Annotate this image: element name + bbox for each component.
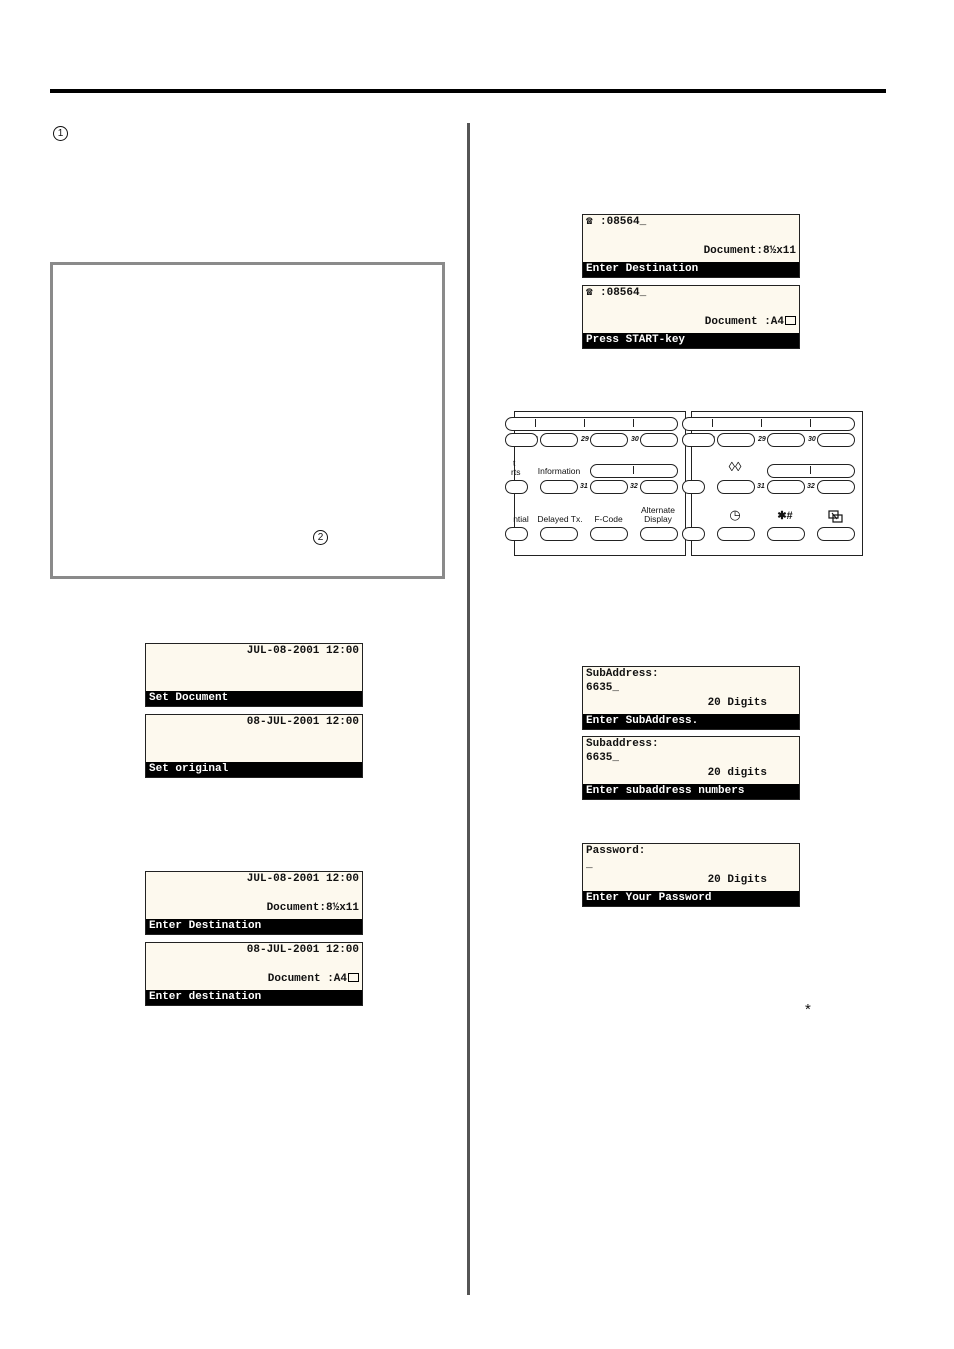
one-touch-key-wide[interactable] — [590, 464, 678, 478]
lcd-datetime: JUL-08-2001 12:00 — [246, 645, 359, 657]
display-switch-key[interactable] — [817, 527, 855, 541]
lcd-set-original — [145, 714, 363, 778]
alternate-display-label: Display — [644, 514, 672, 524]
key-divider — [633, 419, 634, 427]
lcd-set-document — [145, 643, 363, 707]
lcd-subaddress-label: SubAddress: — [586, 668, 659, 680]
key-number: 29 — [581, 436, 589, 443]
lcd-message-bar: Enter Destination — [146, 919, 362, 934]
phone-icon: ☎ — [586, 287, 593, 299]
key-label-partial: rts — [511, 467, 521, 477]
key-number: 30 — [631, 436, 639, 443]
asterisk-symbol: * — [805, 1001, 811, 1018]
lcd-message-bar: Enter Destination — [583, 262, 799, 277]
one-touch-key-row[interactable] — [682, 417, 855, 431]
key-divider — [535, 419, 536, 427]
key-number: 31 — [757, 483, 765, 490]
key-label-partial: t — [513, 458, 516, 468]
lcd-subaddress-value: 6635_ — [586, 752, 620, 764]
lcd-subaddress-value: 6635_ — [586, 682, 620, 694]
lcd-digit-limit: 20 Digits — [707, 697, 767, 709]
lcd-message-bar: Press START-key — [583, 333, 799, 348]
key-divider — [810, 419, 811, 427]
key-number: 32 — [807, 483, 815, 490]
lcd-dial-number — [586, 215, 796, 229]
one-touch-key-27[interactable] — [682, 433, 715, 447]
lcd-datetime: 08-JUL-2001 12:00 — [246, 944, 359, 956]
lcd-enter-destination-metric — [145, 942, 363, 1006]
lcd-message-bar: Enter destination — [146, 990, 362, 1005]
lcd-subaddress-metric — [582, 736, 800, 800]
one-touch-key-32[interactable] — [640, 480, 678, 494]
one-touch-key-31[interactable] — [590, 480, 628, 494]
operation-panel-inch — [511, 411, 686, 556]
one-touch-key-wide[interactable] — [767, 464, 855, 478]
one-touch-key-31[interactable] — [767, 480, 805, 494]
one-touch-key-30[interactable] — [817, 433, 855, 447]
alternate-display-key[interactable] — [640, 527, 678, 541]
lcd-password-label: Password: — [586, 845, 646, 857]
lcd-document-size-text: Document :A4 — [704, 316, 784, 328]
lcd-document-size — [586, 315, 796, 329]
lcd-subaddress-inch — [582, 666, 800, 730]
lcd-datetime: JUL-08-2001 12:00 — [246, 873, 359, 885]
delayed-tx-key[interactable] — [540, 527, 578, 541]
lcd-datetime: 08-JUL-2001 12:00 — [246, 716, 359, 728]
alternate-display-label: Alternate — [640, 505, 676, 515]
paper-orientation-icon — [785, 316, 796, 325]
function-key[interactable] — [682, 527, 705, 541]
lcd-number-entry-inch — [582, 214, 800, 278]
information-key[interactable] — [540, 480, 578, 494]
information-label: Information — [537, 466, 581, 476]
key-divider — [761, 419, 762, 427]
key-label-partial: ntial — [513, 514, 529, 524]
lcd-message-bar: Set original — [146, 762, 362, 777]
lcd-message-bar: Enter subaddress numbers — [583, 784, 799, 799]
phone-icon: ☎ — [586, 216, 593, 228]
diamonds-icon: ◊◊ — [728, 459, 742, 474]
key-number: 32 — [630, 483, 638, 490]
one-touch-key-30[interactable] — [640, 433, 678, 447]
one-touch-key-28[interactable] — [540, 433, 578, 447]
column-divider — [467, 123, 470, 1295]
f-code-key[interactable] — [590, 527, 628, 541]
one-touch-key-28[interactable] — [717, 433, 755, 447]
lcd-number-text: :08564_ — [600, 216, 647, 228]
lcd-message-bar: Enter SubAddress. — [583, 714, 799, 729]
key-divider — [633, 466, 634, 474]
key-number: 31 — [580, 483, 588, 490]
note-box — [50, 262, 445, 579]
header-rule — [50, 89, 886, 93]
paper-orientation-icon — [348, 973, 359, 982]
lcd-password — [582, 843, 800, 907]
f-code-label: F-Code — [594, 514, 623, 524]
one-touch-key-29[interactable] — [590, 433, 628, 447]
clock-icon: ◷ — [729, 507, 741, 522]
one-touch-key-29[interactable] — [767, 433, 805, 447]
step-1-marker: 1 — [53, 126, 68, 141]
lcd-digit-limit: 20 digits — [707, 767, 767, 779]
lcd-dial-number — [586, 286, 796, 300]
key-divider — [584, 419, 585, 427]
function-key[interactable] — [505, 480, 528, 494]
lcd-number-text: :08564_ — [600, 287, 647, 299]
delayed-tx-label: Delayed Tx. — [537, 514, 583, 524]
lcd-subaddress-label: Subaddress: — [586, 738, 659, 750]
key-divider — [712, 419, 713, 427]
key-number: 29 — [758, 436, 766, 443]
key-divider — [810, 466, 811, 474]
lcd-document-size — [149, 972, 359, 986]
star-hash-label: ✱# — [777, 510, 793, 522]
lcd-document-size-text: Document :A4 — [267, 973, 347, 985]
operation-panel-metric — [691, 411, 863, 556]
lcd-message-bar: Set Document — [146, 691, 362, 706]
one-touch-key-row[interactable] — [505, 417, 678, 431]
lcd-password-value: _ — [586, 859, 593, 871]
overlap-windows-icon — [828, 510, 844, 524]
function-key[interactable] — [682, 480, 705, 494]
lcd-document-size: Document:8½x11 — [266, 902, 359, 914]
timer-key[interactable] — [717, 527, 755, 541]
information-key[interactable] — [717, 480, 755, 494]
confidential-key[interactable] — [505, 527, 528, 541]
one-touch-key-27[interactable] — [505, 433, 538, 447]
step-2-marker: 2 — [313, 530, 328, 545]
lcd-message-bar: Enter Your Password — [583, 891, 799, 906]
lcd-document-size: Document:8½x11 — [703, 245, 796, 257]
key-number: 30 — [808, 436, 816, 443]
star-hash-key[interactable] — [767, 527, 805, 541]
lcd-enter-destination-inch — [145, 871, 363, 935]
lcd-digit-limit: 20 Digits — [707, 874, 767, 886]
lcd-number-entry-metric — [582, 285, 800, 349]
one-touch-key-32[interactable] — [817, 480, 855, 494]
